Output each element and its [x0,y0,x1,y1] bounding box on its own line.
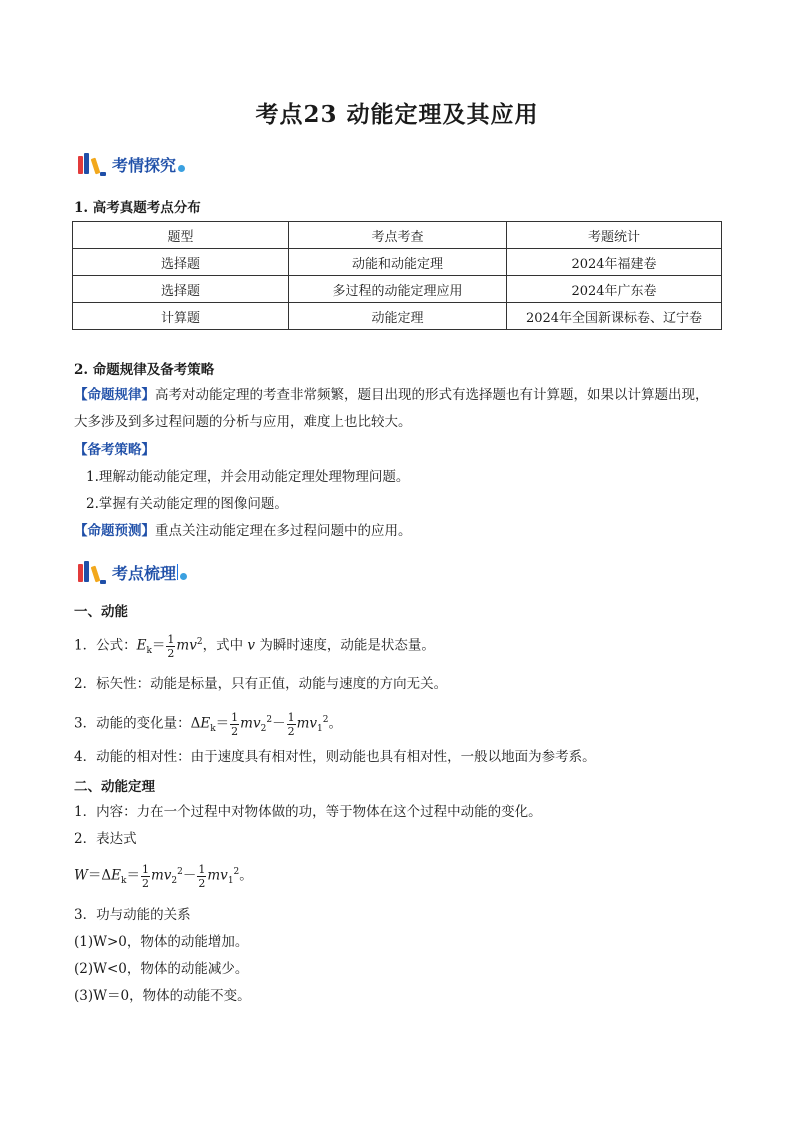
table-cell: 多过程的动能定理应用 [289,276,507,303]
frac-den: 2 [287,724,295,738]
strategy-item: 2.掌握有关动能定理的图像问题。 [86,496,288,512]
frac-num: 1 [198,862,206,876]
part2-item1: 1．内容：力在一个过程中对物体做的功，等于物体在这个过程中动能的变化。 [74,804,542,820]
strategy-label [74,440,734,460]
part2-case: (1)W>0，物体的动能增加。 [74,934,249,950]
table-cell: 动能和动能定理 [289,249,507,276]
law-paragraph-cont: 大多涉及到多过程问题的分析与应用，难度上也比较大。 [74,414,412,430]
frac-num: 1 [141,862,149,876]
table-cell: 选择题 [73,276,289,303]
formula-end: 。 [239,867,253,884]
part1-item1: 1．公式：$E_k=$ $\frac{1}{2}$ $mv^2$，式中 v 为瞬时速度，动能是状态量。 [74,632,435,660]
table-cell: 2024年福建卷 [507,249,722,276]
law-text-1: 高考对动能定理的考查非常频繁，题目出现的形式有选择题也有计算题，如果以计算题出现， [155,387,709,403]
table-cell: 选择题 [73,249,289,276]
item1-v: v [247,637,256,654]
law-paragraph [74,385,734,405]
part1-heading: 一、动能 [74,604,128,620]
part2-case: (3)W＝0，物体的动能不变。 [74,988,251,1004]
table-header-cell: 考点考查 [289,222,507,249]
fraction-half [197,863,206,890]
table-header-cell: 题型 [73,222,289,249]
banner-exam-analysis-text: 考情探究 [112,155,177,175]
dot-icon [180,573,187,580]
table-row [73,249,722,276]
frac-den: 2 [231,724,239,738]
table-cell: 2024年广东卷 [507,276,722,303]
frac-num: 1 [231,710,239,724]
strategy-label-text: 【备考策略】 [74,442,155,458]
frac-num: 1 [167,632,175,646]
predict-label: 【命题预测】 [74,523,155,539]
table-cell: 动能定理 [289,303,507,330]
fraction-half [287,711,296,738]
fraction-half [141,863,150,890]
table-header-cell: 考题统计 [507,222,722,249]
part2-formula: $W=\Delta E_k=$ $\frac{1}{2}$ $mv_2^2-$ $\frac{1}{2}$ $mv_1^2$。 [74,862,253,890]
item3-prefix: 3．动能的变化量： [74,715,191,732]
part1-item3: 3．动能的变化量：$\Delta E_k=$ $\frac{1}{2}$ $mv_2^2-$ $\frac{1}{2}$ $mv_1^2$。 [74,710,342,738]
section1-heading: 1. 高考真题考点分布 [74,200,201,216]
part2-heading: 二、动能定理 [74,779,155,795]
item1-suffix: ，式中 [202,637,244,654]
table-row [73,276,722,303]
formula-end: 。 [328,715,342,732]
frac-num: 1 [287,710,295,724]
fraction-half [230,711,239,738]
item1-prefix: 1．公式： [74,637,137,654]
predict-paragraph [74,521,734,541]
part1-item2: 2．标矢性：动能是标量，只有正值，动能与速度的方向无关。 [74,676,448,692]
predict-text: 重点关注动能定理在多过程问题中的应用。 [155,523,412,539]
banner-key-points-text: 考点梳理 [112,563,177,583]
dot-icon [178,165,185,172]
exam-distribution-table [72,221,722,330]
books-icon [78,152,110,176]
part2-item3: 3．功与动能的关系 [74,907,191,923]
strategy-item: 1.理解动能动能定理，并会用动能定理处理物理问题。 [86,469,410,485]
banner-key-points [78,558,187,586]
frac-den: 2 [141,876,149,890]
part1-item4: 4．动能的相对性：由于速度具有相对性，则动能也具有相对性，一般以地面为参考系。 [74,749,596,765]
frac-den: 2 [198,876,206,890]
section2-heading: 2. 命题规律及备考策略 [74,362,215,378]
table-row [73,303,722,330]
law-label: 【命题规律】 [74,387,155,403]
table-header-row [73,222,722,249]
fraction-half [166,633,175,660]
item1-tail: 为瞬时速度，动能是状态量。 [259,637,435,654]
part2-case: (2)W<0，物体的动能减少。 [74,961,249,977]
text-cursor [177,564,178,580]
page-title: 考点23 动能定理及其应用 [255,101,539,128]
books-icon [78,560,110,584]
part2-item2: 2．表达式 [74,831,137,847]
table-cell: 2024年全国新课标卷、辽宁卷 [507,303,722,330]
frac-den: 2 [167,646,175,660]
table-cell: 计算题 [73,303,289,330]
banner-exam-analysis [78,150,185,178]
